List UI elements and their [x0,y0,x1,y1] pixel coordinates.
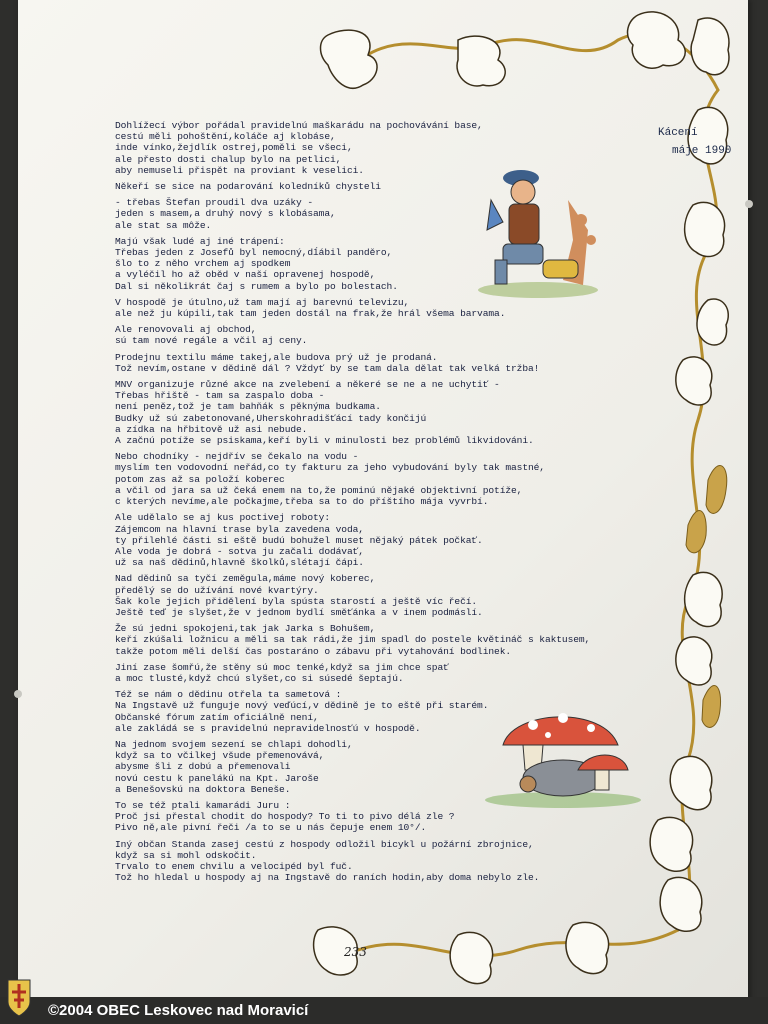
poem-line: Někeří se sice na podarování koledníků chysteli [115,181,381,193]
poem-line: ale než ju kúpili,tak tam jeden dostál na frak,že hrál všema barvama. [115,308,506,320]
poem-paragraph [115,379,675,446]
poem-line: Ale voda je dobrá - sotva ju začali dodávať, [115,545,364,557]
illustration-man-eating [473,160,603,300]
poem-line: ale stat sa môže. [115,219,212,231]
poem-line: Nebo chodníky - nejdřív se čekalo na vodu - [115,451,359,463]
poem-paragraph [115,623,675,657]
poem-line: Iný občan Standa zasej cestú z hospody odložil bicykl u požární zbrojnice, [115,838,534,850]
poem-line: abysme šli z dobú a přemenovali [115,761,291,773]
poem-line: když sa si mohl odskočit. [115,849,257,861]
poem-line: Na Ingstavě už funguje nový veďúcí,v dědině je to eště při starém. [115,700,489,712]
poem-line: Nad dědinů sa tyčí zeměgula,máme nový koberec, [115,573,376,585]
poem-line: a vyléčil ho až oběd v naší opravenej hospodě, [115,269,376,281]
poem-line: V hospodě je útulno,už tam mají aj barevnú televizu, [115,296,410,308]
poem-line: novú cestu k panelákú na Kpt. Jaroše [115,772,319,784]
poem-line: Majú však ludé aj iné trápení: [115,235,285,247]
poem-line: Též se nám o dědinu otřela ta sametová : [115,689,342,701]
poem-line: c kterých nevíme,ale počkajme,třeba sa to do příštího mája vyvrbí. [115,496,489,508]
poem-line: Třebas jeden z Josefů byl nemocný,dĺábil panděro, [115,247,393,259]
poem-line: takže potom měli delší čas postaráno o zábavu při vytahování bodlinek. [115,645,512,657]
poem-line: myslím ten vodovodní neřád,co ty fakturu za jeho vybudování byly tak mastné, [115,462,545,474]
poem-line: už sa naš dědinů,hlavně školků,slétají čápi. [115,557,364,569]
poem-line: není peněz,tož je tam bahňák s pěknýma budkama. [115,401,381,413]
poem-line: Tož nevím,ostane v dědině dál ? Vždyť by se tam dala dělat tak velká tržba! [115,362,540,374]
copyright-footer: ©2004 OBEC Leskovec nad Moravicí [48,1002,309,1019]
illustration-mushroom-hedgehog [483,700,643,810]
date-note-line1: Kácení [658,127,698,139]
poem-line: MNV organizuje různé akce na zvelebení a někeré se ne a ne uchytiť - [115,379,500,391]
poem-line: Zájemcom na hlavní trase byla zavedena voda, [115,523,364,535]
poem-line: a zídka na hřbitově už asi nebude. [115,423,308,435]
poem-line: sú tam nové regále a včil aj ceny. [115,335,308,347]
poem-line: když sa to včilkej všude přemenovává, [115,750,325,762]
poem-line: ale přesto dosti chalup bylo na petlici, [115,153,342,165]
pin-hole [745,200,753,208]
pin-hole [14,690,22,698]
poem-line: keří zkúšali ložnicu a měli sa tak rádi,že jim spadl do postele květináč s kaktusem, [115,634,591,646]
poem-line: Na jednom svojem sezení se chlapi dohodli, [115,738,353,750]
poem-paragraph [115,662,675,684]
poem-line: Proč jsi přestal chodit do hospody? To ti to pivo délá zle ? [115,811,455,823]
poem-line: Trvalo to enem chvilu a velocipéd byl fuč. [115,860,353,872]
date-note-line2: máje 1990 [672,145,732,157]
poem-line: To se též ptali kamarádi Juru : [115,799,291,811]
poem-paragraph [115,297,675,319]
page-number: 233 [344,945,367,959]
poem-paragraph [115,324,675,346]
poem-line: jeden s masem,a druhý nový s klobásama, [115,208,336,220]
poem-line: Pivo ně,ale pivní řeči /a to se u nás čepuje enem 10°/. [115,822,427,834]
poem-paragraph [115,512,675,568]
poem-line: Prodejnu textilu máme takej,ale budova prý už je prodaná. [115,351,438,363]
poem-line: Ještě teď je slyšet,že v jednom bydlí směťánka a v inem podmáslí. [115,606,483,618]
document-page [18,0,748,1008]
poem-line: Dohlížecí výbor pořádal pravidelnú maškarádu na pochovávání base, [115,120,483,131]
poem-line: a moc tlusté,když chcú slyšet,co si súsedé šeptajú. [115,672,404,684]
poem-paragraph [115,451,675,507]
coat-of-arms-icon [6,978,32,1018]
poem-line: předělý se do užívání nové kvartýry. [115,584,319,596]
poem-line: ty přilehlé části si eště budú bohužel muset nějaký pátek počkať. [115,534,483,546]
poem-line: Dal si několikrát čaj s rumem a bylo po bolestach. [115,280,398,292]
poem-paragraph [115,573,675,618]
poem-line: Tož ho hledal u hospody aj na Ingstavě do raních hodin,aby doma nebylo zle. [115,872,540,884]
poem-line: ale zakládá se s pravidelnú nepravidelnosťú v hospodě. [115,722,421,734]
poem-line: šlo to z něho vrchem aj spodkem [115,258,291,270]
poem-paragraph [115,839,675,884]
poem-line: Budky už sú zabetonované,Uherskohradišťácí tady končijú [115,412,427,424]
poem-line: Ale renovovali aj obchod, [115,324,257,336]
poem-line: aby nemuseli přispět na proviant k veselici. [115,164,364,176]
poem-line: cestú měli pohoštění,koláče aj klobáse, [115,131,336,143]
poem-line: potom zas až sa položí koberec [115,473,285,485]
poem-line: Občanské fórum zatím oficiálně není, [115,711,319,723]
poem-line: Šak kole jejich přidělení byla spústa starostí a ještě víc řečí. [115,595,478,607]
poem-line: Třebas hřiště - tam sa zaspalo doba - [115,390,325,402]
poem-paragraph [115,352,675,374]
poem-line: a včil od jara sa už čeká enem na to,že pominú nějaké objektivní potíže, [115,484,523,496]
poem-line: a Benešovskú na doktora Beneše. [115,783,291,795]
poem-line: A začnú potíže se psiskama,keří byli v minulosti bez problémů likvidováni. [115,435,534,447]
poem-line: Ale udělalo se aj kus poctivej roboty: [115,512,330,524]
poem-line: inde vínko,žejdlík ostrej,poměli se všeci, [115,142,353,154]
poem-line: - třebas Štefan proudil dva uzáky - [115,197,314,209]
poem-line: Že sú jedni spokojeni,tak jak Jarka s Bohušem, [115,623,376,635]
poem-line: Jiní zase šomřú,že stěny sú moc tenké,když sa jim chce spať [115,661,449,673]
